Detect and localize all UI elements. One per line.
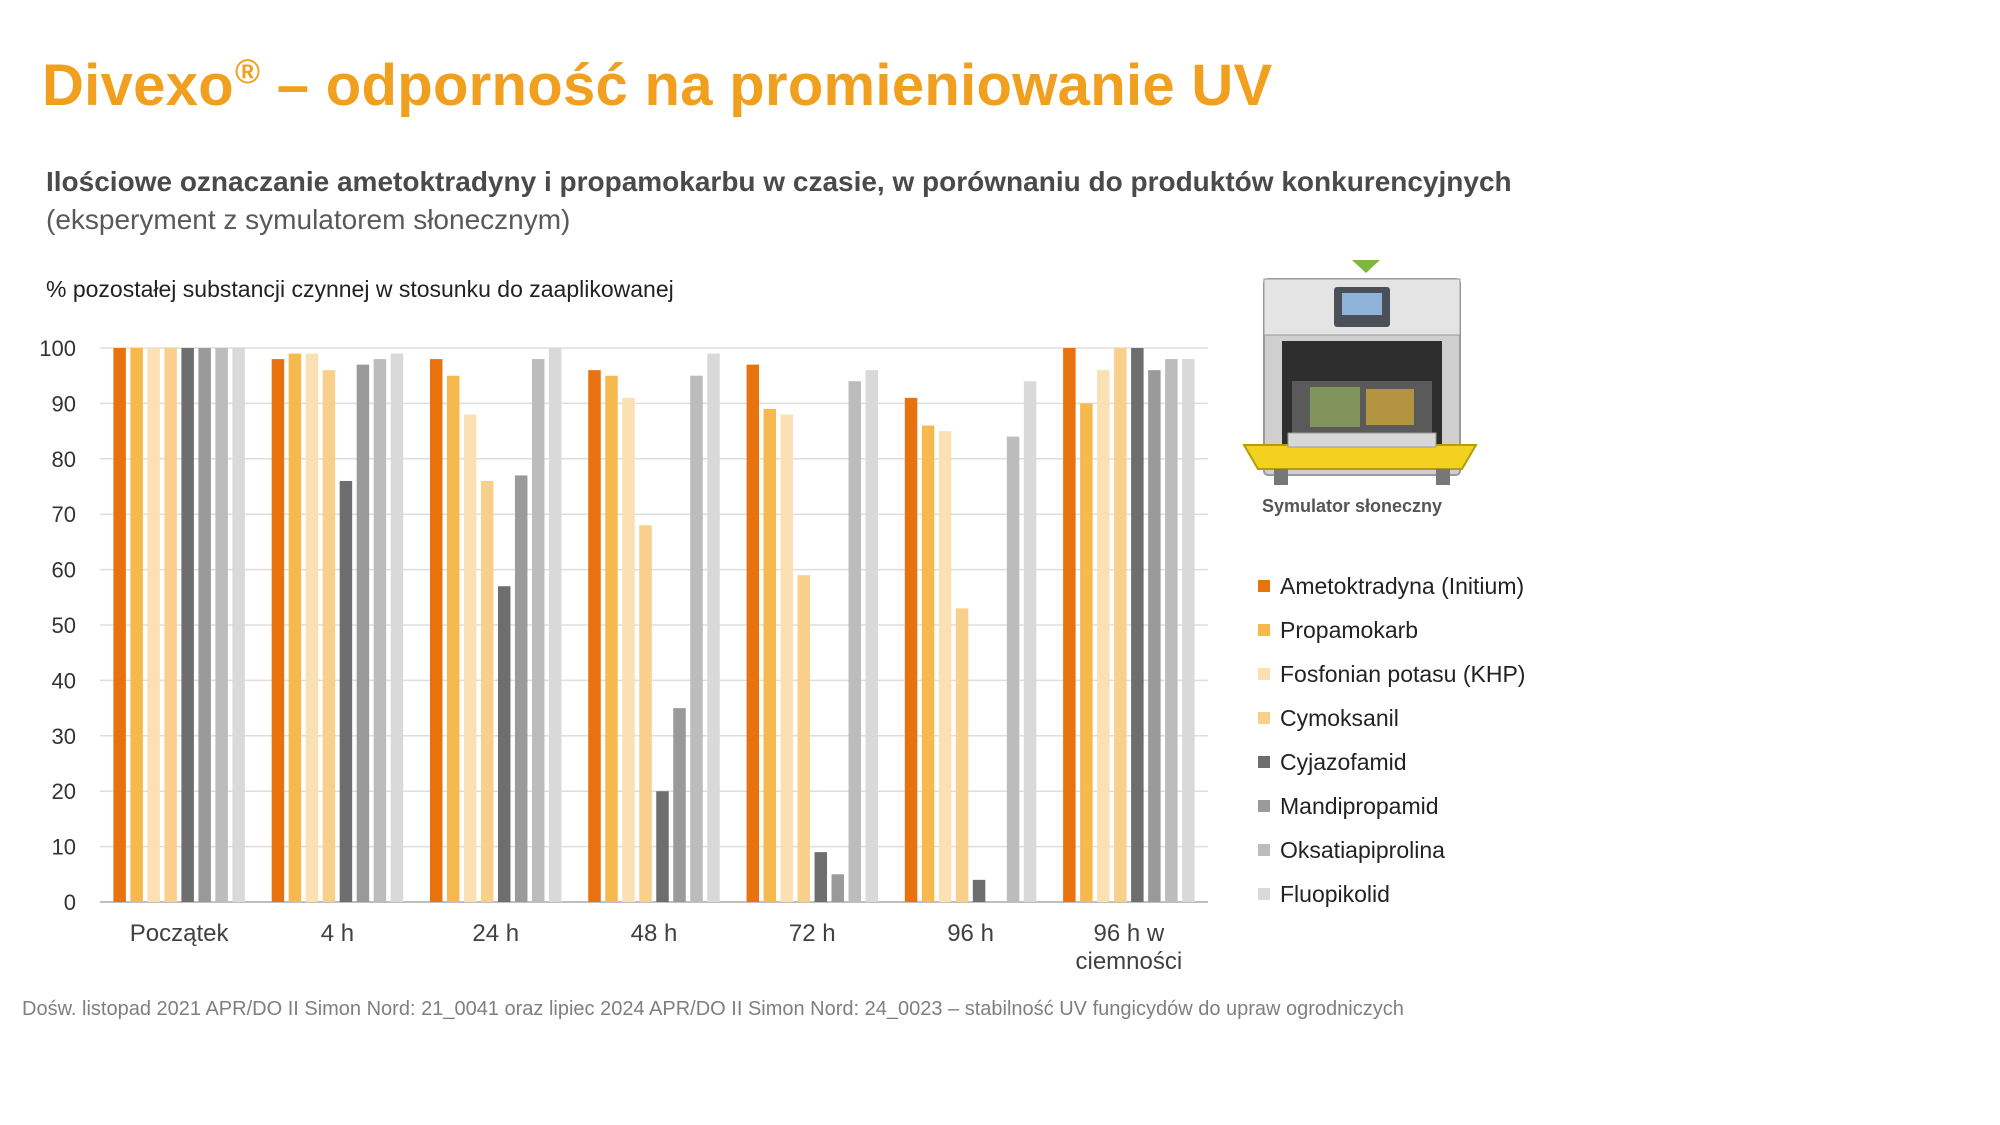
title-rest: – odporność na promieniowanie UV <box>276 53 1273 118</box>
legend-swatch <box>1258 668 1270 680</box>
bar <box>673 708 686 902</box>
legend-swatch <box>1258 800 1270 812</box>
y-tick-label: 50 <box>51 613 76 638</box>
bar <box>549 348 562 902</box>
legend-label: Mandipropamid <box>1280 792 1439 819</box>
legend-item <box>1258 652 1525 696</box>
bar <box>798 575 811 902</box>
y-tick-label: 20 <box>51 779 76 805</box>
bar <box>1131 348 1144 902</box>
bar <box>481 481 494 902</box>
x-tick-labels <box>130 920 1182 975</box>
bar <box>905 398 918 902</box>
grid-lines <box>100 348 1208 902</box>
bar <box>1182 359 1195 902</box>
legend-label: Ametoktradyna (Initium) <box>1280 572 1525 599</box>
bar <box>764 409 777 902</box>
bar <box>340 481 353 902</box>
bar <box>164 348 177 902</box>
x-tick-label: 4 h <box>320 920 355 947</box>
y-tick-label: 30 <box>51 723 76 749</box>
y-tick-label: 0 <box>63 890 76 915</box>
bar <box>289 354 302 902</box>
bar <box>707 354 720 902</box>
bar <box>866 370 879 902</box>
legend-label: Fluopikolid <box>1280 880 1390 907</box>
x-tick-label: 48 h <box>630 920 678 947</box>
chart-subnote: (eksperyment z symulatorem słonecznym) <box>46 204 571 235</box>
bar <box>832 874 845 902</box>
chart-legend <box>1258 564 1525 916</box>
bar <box>973 880 986 902</box>
y-tick-label: 100 <box>39 336 76 361</box>
bar <box>939 431 952 902</box>
legend-label: Oksatiapiprolina <box>1280 836 1445 863</box>
bar <box>1148 370 1161 902</box>
chart-subtitle: Ilościowe oznaczanie ametoktradyny i propamokarbu w czasie, w porównaniu do produktów konkurencyjnych <box>46 166 1512 197</box>
bar <box>430 359 443 902</box>
bar <box>147 348 160 902</box>
bar <box>849 381 862 902</box>
bar <box>639 525 652 902</box>
x-tick-label: 96 h w <box>1093 920 1165 947</box>
bar <box>130 348 143 902</box>
bar <box>181 348 194 902</box>
bar <box>1165 359 1178 902</box>
y-tick-label: 80 <box>51 446 76 472</box>
indicator-triangle-icon <box>1352 260 1380 273</box>
bar <box>447 376 460 902</box>
bar <box>1114 348 1127 902</box>
bar <box>464 414 477 902</box>
bar <box>357 365 370 902</box>
legend-item <box>1258 784 1525 828</box>
bar <box>113 348 126 902</box>
legend-item <box>1258 828 1525 872</box>
bar <box>323 370 336 902</box>
y-tick-label: 10 <box>51 834 76 860</box>
legend-swatch <box>1258 844 1270 856</box>
legend-item <box>1258 740 1525 784</box>
y-axis-label: % pozostałej substancji czynnej w stosunku do zaaplikowanej <box>46 276 674 302</box>
legend-swatch <box>1258 624 1270 636</box>
bar <box>374 359 387 902</box>
legend-label: Cyjazofamid <box>1280 748 1407 775</box>
bar <box>690 376 703 902</box>
registered-mark: ® <box>235 53 261 91</box>
bar <box>1097 370 1110 902</box>
footnote: Dośw. listopad 2021 APR/DO II Simon Nord: 21_0041 oraz lipiec 2024 APR/DO II Simon Nord: 24_0023 – stabilność UV fungicydów do upraw ogrodniczych <box>22 998 1404 1020</box>
device-caption: Symulator słoneczny <box>1262 496 1443 516</box>
bar <box>1007 437 1020 902</box>
y-tick-label: 60 <box>51 557 76 583</box>
bar <box>656 791 669 902</box>
bar <box>215 348 228 902</box>
legend-swatch <box>1258 712 1270 724</box>
y-tick-labels <box>39 336 76 915</box>
bar <box>498 586 511 902</box>
bar <box>588 370 601 902</box>
x-tick-label: 96 h <box>947 920 994 947</box>
bar <box>1063 348 1076 902</box>
legend-item <box>1258 608 1525 652</box>
y-tick-label: 40 <box>51 668 76 694</box>
legend-label: Fosfonian potasu (KHP) <box>1280 660 1526 687</box>
bar <box>922 426 935 902</box>
legend-label: Cymoksanil <box>1280 704 1399 731</box>
x-tick-label: ciemności <box>1075 948 1183 975</box>
bar <box>781 414 794 902</box>
bar <box>515 475 528 902</box>
bar <box>1080 403 1093 902</box>
legend-label: Propamokarb <box>1280 616 1419 643</box>
x-tick-label: 72 h <box>788 920 836 947</box>
legend-item <box>1258 872 1525 916</box>
bar <box>232 348 245 902</box>
y-tick-label: 90 <box>51 391 76 417</box>
bar <box>272 359 285 902</box>
y-tick-label: 70 <box>51 502 76 528</box>
legend-swatch <box>1258 756 1270 768</box>
bar <box>956 608 969 902</box>
bar <box>198 348 211 902</box>
bar <box>605 376 618 902</box>
bar <box>306 354 319 902</box>
bar <box>532 359 545 902</box>
legend-swatch <box>1258 580 1270 592</box>
bar <box>815 852 828 902</box>
bar <box>1024 381 1037 902</box>
legend-item <box>1258 564 1525 608</box>
solar-simulator-image <box>1240 255 1480 495</box>
bar <box>622 398 635 902</box>
legend-item <box>1258 696 1525 740</box>
x-tick-label: 24 h <box>472 920 520 947</box>
bar <box>391 354 404 902</box>
bar <box>747 365 760 902</box>
title-brand: Divexo <box>42 53 234 118</box>
x-tick-label: Początek <box>129 920 229 947</box>
legend-swatch <box>1258 888 1270 900</box>
